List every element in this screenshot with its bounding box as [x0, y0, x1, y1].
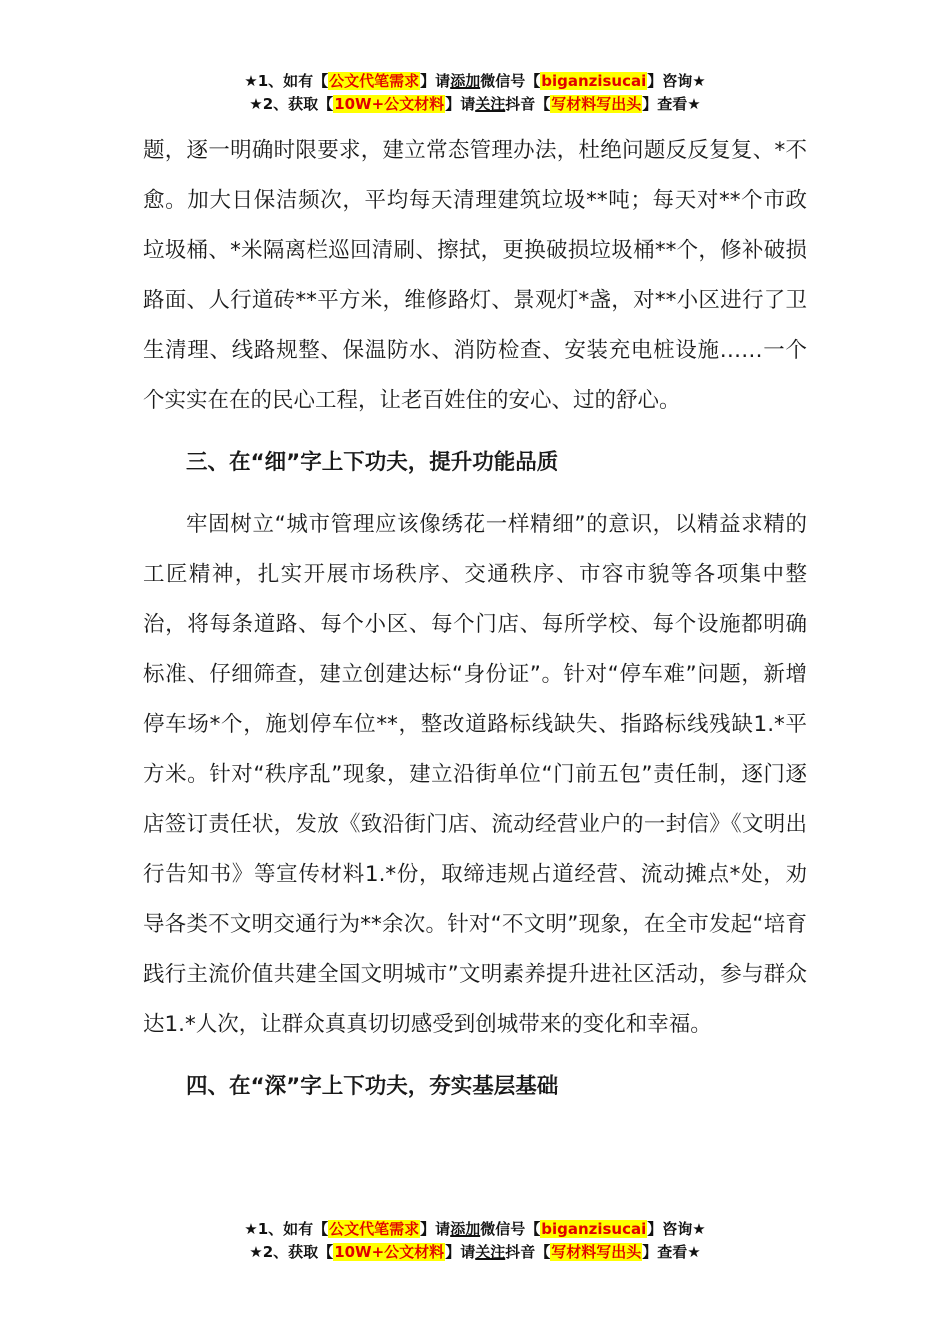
banner-text: 】请 [445, 1243, 476, 1261]
banner-text: 微信号【 [480, 72, 541, 90]
banner-line-2 [0, 1241, 950, 1264]
banner-text: 】咨询★ [647, 72, 706, 90]
banner-text: ★2、获取【 [249, 95, 334, 113]
underlined-text: 关注 [475, 95, 506, 113]
paragraph-continued: 题，逐一明确时限要求，建立常态管理办法，杜绝问题反反复复、*不愈。加大日保洁频次，平均每天清理建筑垃圾**吨；每天对**个市政垃圾桶、*米隔离栏巡回清刷、擦拭，更换破损垃圾桶**个，修补破损路面、人行道砖**平方米，维修路灯、景观灯*盏，对**小区进行了卫生清理、线路规整、保温防水、消防检查、安装充电桩设施……一个个实实在在的民心工程，让老百姓住的安心、过的舒心。 [143, 138, 807, 413]
banner-text: 】请 [420, 1220, 451, 1238]
banner-text: 抖音【 [505, 95, 551, 113]
banner-text: 微信号【 [480, 1220, 541, 1238]
section-heading-3: 三、在“细”字上下功夫，提升功能品质 [186, 450, 559, 475]
section-heading-4: 四、在“深”字上下功夫，夯实基层基础 [186, 1074, 559, 1099]
banner-text: ★1、如有【 [244, 72, 329, 90]
banner-text: 】查看★ [642, 95, 701, 113]
highlight-materials: 10W+公文材料 [334, 95, 445, 113]
header-banner [0, 70, 950, 116]
paragraph-section-3: 牢固树立“城市管理应该像绣花一样精细”的意识，以精益求精的工匠精神，扎实开展市场秩序、交通秩序、市容市貌等各项集中整治，将每条道路、每个小区、每个门店、每所学校、每个设施都明确标准、仔细筛查，建立创建达标“身份证”。针对“停车难”问题，新增停车场*个，施划停车位**，整改道路标线缺失、指路标线残缺1.*平方米。针对“秩序乱”现象，建立沿街单位“门前五包”责任制，逐门逐店签订责任状，发放《致沿街门店、流动经营业户的一封信》《文明出行告知书》等宣传材料1.*份，取缔违规占道经营、流动摊点*处，劝导各类不文明交通行为**余次。针对“不文明”现象，在全市发起“培育践行主流价值共建全国文明城市”文明素养提升进社区活动，参与群众达1.*人次，让群众真真切切感受到创城带来的变化和幸福。 [143, 512, 807, 1037]
highlight-materials: 10W+公文材料 [334, 1243, 445, 1261]
banner-line-1 [0, 70, 950, 93]
banner-text: 抖音【 [505, 1243, 551, 1261]
banner-text: ★1、如有【 [244, 1220, 329, 1238]
banner-text: 】请 [420, 72, 451, 90]
highlight-douyin-id: 写材料写出头 [551, 1243, 642, 1261]
highlight-service: 公文代笔需求 [329, 1220, 420, 1238]
underlined-text: 关注 [475, 1243, 506, 1261]
document-body [143, 126, 807, 1112]
highlight-wechat-id: biganzisucai [541, 72, 647, 90]
banner-text: 】请 [445, 95, 476, 113]
banner-line-2 [0, 93, 950, 116]
underlined-text: 添加 [450, 72, 481, 90]
banner-text: 】咨询★ [647, 1220, 706, 1238]
banner-line-1 [0, 1218, 950, 1241]
footer-banner [0, 1218, 950, 1264]
highlight-douyin-id: 写材料写出头 [551, 95, 642, 113]
highlight-service: 公文代笔需求 [329, 72, 420, 90]
banner-text: ★2、获取【 [249, 1243, 334, 1261]
banner-text: 】查看★ [642, 1243, 701, 1261]
underlined-text: 添加 [450, 1220, 481, 1238]
highlight-wechat-id: biganzisucai [541, 1220, 647, 1238]
